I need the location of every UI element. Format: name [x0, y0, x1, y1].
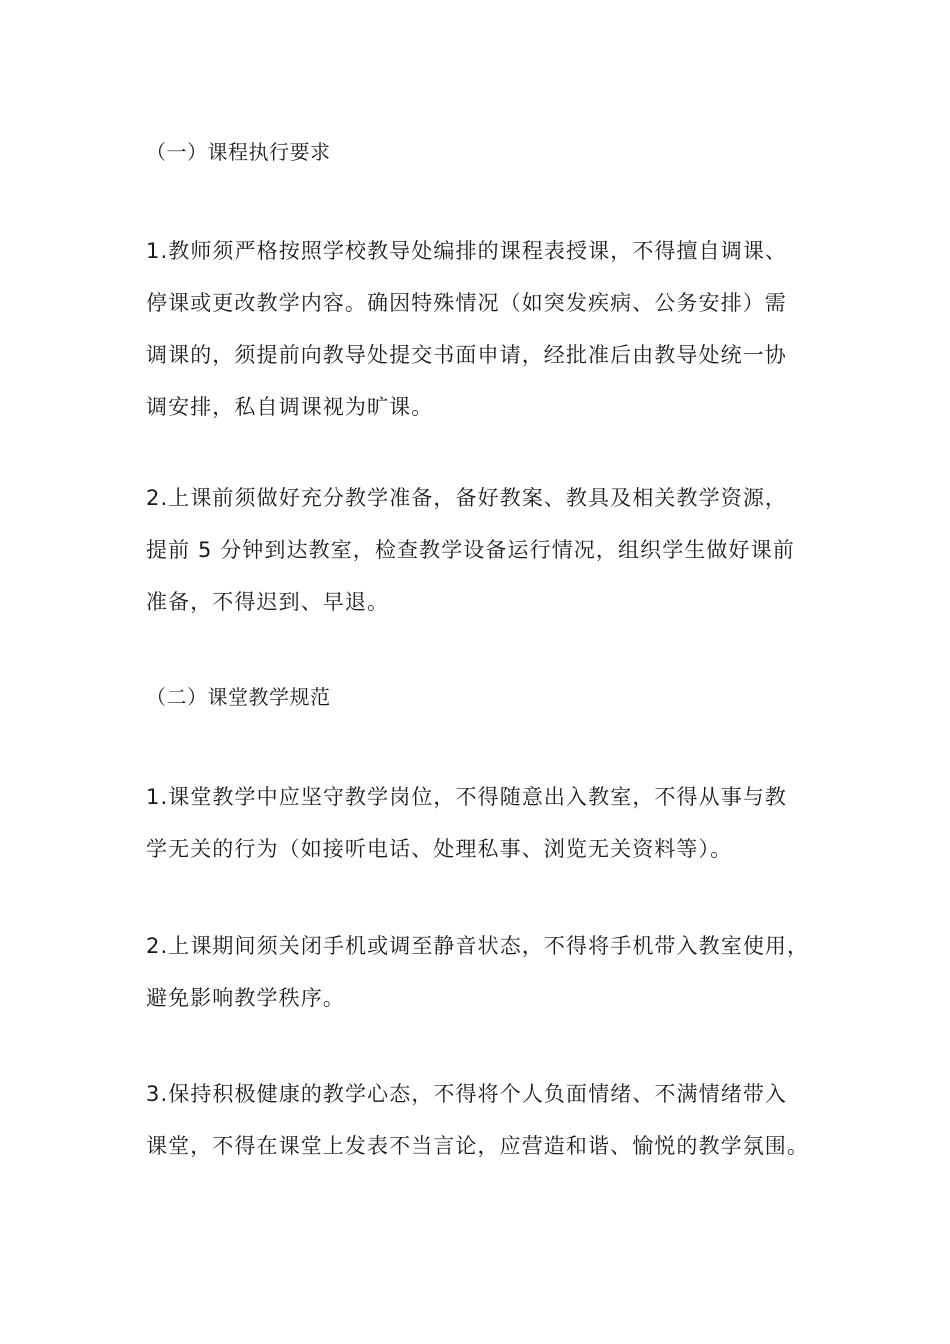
paragraph-1-2	[146, 472, 826, 628]
paragraph-line: 调安排，私自调课视为旷课。	[146, 395, 434, 419]
section-heading-1: （一）课程执行要求	[146, 140, 331, 164]
paragraph-2-3	[146, 1068, 826, 1172]
paragraph-line: 学无关的行为（如接听电话、处理私事、浏览无关资料等）。	[146, 837, 733, 861]
paragraph-2-2	[146, 920, 826, 1024]
section-heading-2: （二）课堂教学规范	[146, 685, 331, 709]
paragraph-line: 2.上课前须做好充分教学准备，备好教案、教具及相关教学资源，	[146, 486, 788, 510]
paragraph-line: 提前 5 分钟到达教室，检查教学设备运行情况，组织学生做好课前	[146, 538, 795, 562]
paragraph-2-1	[146, 771, 826, 875]
paragraph-1-1	[146, 225, 826, 433]
paragraph-line: 课堂，不得在课堂上发表不当言论，应营造和谐、愉悦的教学氛围。	[146, 1134, 809, 1158]
paragraph-line: 2.上课期间须关闭手机或调至静音状态，不得将手机带入教室使用，	[146, 934, 810, 958]
paragraph-line: 避免影响教学秩序。	[146, 986, 345, 1010]
paragraph-line: 停课或更改教学内容。确因特殊情况（如突发疾病、公务安排）需	[146, 291, 787, 315]
paragraph-line: 1.教师须严格按照学校教导处编排的课程表授课，不得擅自调课、	[146, 239, 788, 263]
paragraph-line: 3.保持积极健康的教学心态，不得将个人负面情绪、不满情绪带入	[146, 1082, 788, 1106]
paragraph-line: 1.课堂教学中应坚守教学岗位，不得随意出入教室，不得从事与教	[146, 785, 788, 809]
paragraph-line: 调课的，须提前向教导处提交书面申请，经批准后由教导处统一协	[146, 343, 787, 367]
paragraph-line: 准备，不得迟到、早退。	[146, 590, 390, 614]
